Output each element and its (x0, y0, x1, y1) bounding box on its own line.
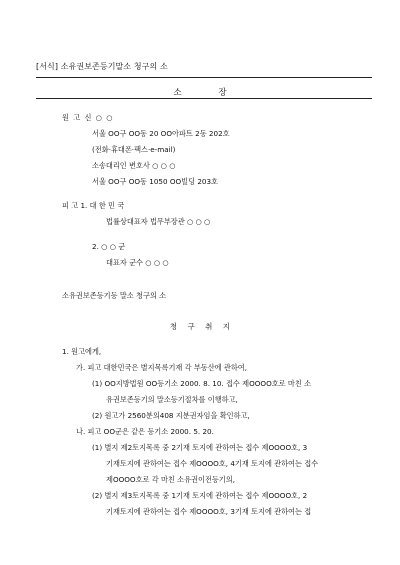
claim-line: 제OOOO호로 각 마친 소유권이전등기의, (106, 475, 235, 484)
attorney-address: 서울 OO구 OO동 1050 OO빌딩 203호 (92, 177, 218, 186)
plaintiff-address: 서울 OO구 OO동 20 OO아파트 2동 202호 (92, 129, 230, 138)
document-title: 소 장 (173, 88, 227, 98)
claim-line: 유권보존등기의 말소등기절차를 이행하고, (106, 395, 238, 404)
claim-line: (2) 원고가 2560분의408 지분권자임을 확인하고, (92, 411, 250, 420)
claim-line: (2) 별지 제3토지목록 중 1기재 토지에 관하여는 접수 제OOOO호, 2 (92, 491, 308, 500)
defendant-2-representative: 대표자 군수 ○ ○ ○ (106, 258, 169, 267)
claim-line: 가. 피고 대한민국은 별지목록기재 각 부동산에 관하여, (76, 363, 248, 372)
top-rule (36, 77, 372, 78)
plaintiff-contact: (전화·휴대폰·팩스·e-mail) (92, 145, 176, 154)
claim-heading: 청 구 취 지 (169, 322, 231, 331)
defendant-1: 피 고 1. 대 한 민 국 (62, 201, 125, 210)
claim-line: 기재토지에 관하여는 접수 제OOOO호, 4기재 토지에 관하여는 접수 (106, 459, 319, 468)
title-rule (36, 98, 372, 99)
claim-line: (1) OO지방법원 OO등기소 2000. 8. 10. 접수 제OOOO호로 마친 소 (92, 379, 312, 388)
plaintiff-attorney: 소송대리인 변호사 ○ ○ ○ (92, 161, 176, 170)
claim-line: 나. 피고 OO군은 같은 등기소 2000. 5. 20. (76, 427, 214, 436)
claim-line: (1) 별지 제2토지목록 중 2기재 토지에 관하여는 접수 제OOOO호, 3 (92, 443, 308, 452)
defendant-1-representative: 법률상대표자 법무부장관 ○ ○ ○ (106, 217, 211, 226)
defendant-2: 2. ○ ○ 군 (92, 242, 126, 251)
case-name: 소유권보존등기등 말소 청구의 소 (62, 291, 167, 300)
plaintiff-label: 원 고 신 ○ ○ (62, 113, 113, 122)
form-title: [서식] 소유권보존등기말소 청구의 소 (36, 62, 168, 71)
claim-line: 기재토지에 관하여는 접수 제OOOO호, 3기재 토지에 관하여는 접 (106, 507, 312, 516)
claim-line: 1. 원고에게, (62, 347, 102, 356)
